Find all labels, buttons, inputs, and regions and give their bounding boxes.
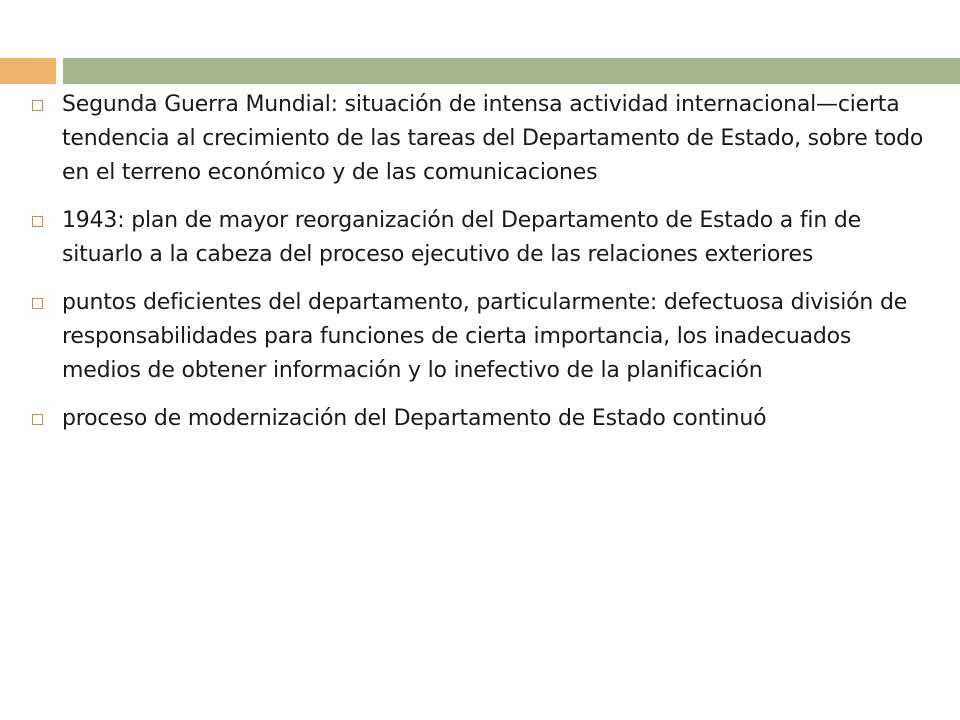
bullet-text: puntos deficientes del departamento, particularmente: defectuosa división de responsabilidades para funciones de cierta importancia, los inadecuados medios de obtener información y lo inefectivo de la planificación [62, 290, 908, 383]
square-bullet-icon [32, 414, 43, 425]
bullet-item [32, 402, 932, 436]
square-bullet-icon [32, 100, 43, 111]
bullet-text: Segunda Guerra Mundial: situación de intensa actividad internacional—cierta tendencia al crecimiento de las tareas del Departamento de Estado, sobre todo en el terreno económico y de las comunicaciones [62, 92, 924, 185]
bullet-text: 1943: plan de mayor reorganización del Departamento de Estado a fin de situarlo a la cabeza del proceso ejecutivo de las relaciones exteriores [62, 208, 861, 267]
square-bullet-icon [32, 216, 43, 227]
bullet-item [32, 204, 932, 272]
bullet-item [32, 286, 932, 388]
header-accent-bar-green [63, 58, 960, 84]
bullet-text: proceso de modernización del Departamento de Estado continuó [62, 406, 767, 431]
header-accent-bar-orange [0, 58, 56, 84]
square-bullet-icon [32, 298, 43, 309]
bullet-list [32, 88, 932, 450]
bullet-item [32, 88, 932, 190]
